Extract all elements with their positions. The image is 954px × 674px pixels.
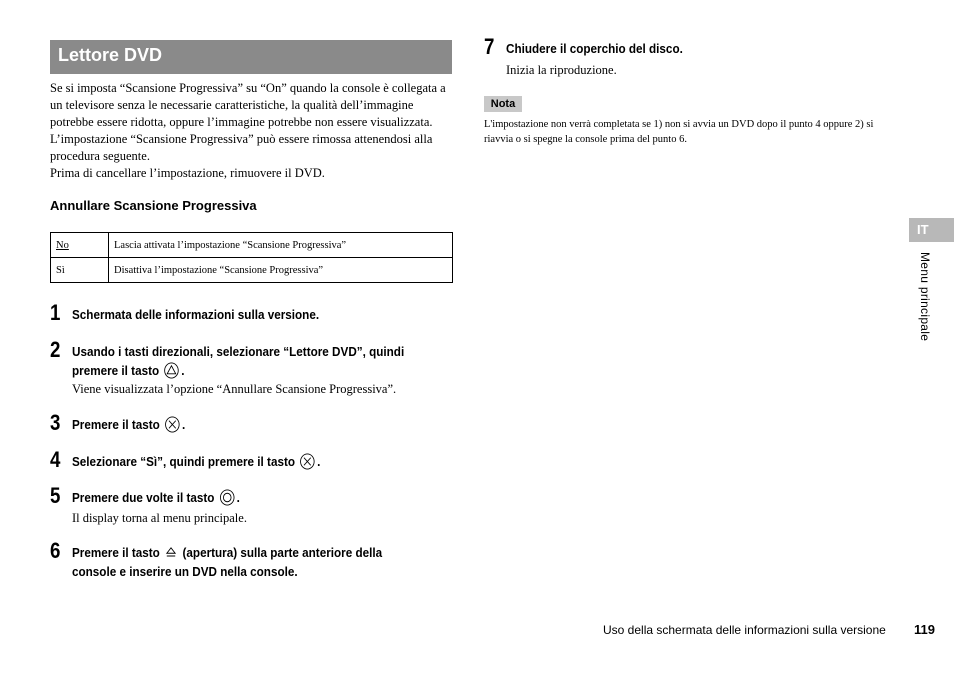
side-section-label: Menu principale bbox=[918, 252, 932, 342]
step-subtext: Il display torna al menu principale. bbox=[72, 511, 247, 525]
eject-icon bbox=[165, 544, 178, 561]
cross-button-icon bbox=[300, 453, 315, 470]
option-desc: Disattiva l’impostazione “Scansione Progressiva” bbox=[109, 258, 453, 283]
footer-text: Uso della schermata delle informazioni sulla versione bbox=[603, 623, 886, 637]
option-key: No bbox=[51, 233, 109, 258]
intro-paragraph: Se si imposta “Scansione Progressiva” su “On” quando la console è collegata a un televisore senza le necessarie caratteristiche, la qualità dell’immagine potrebbe essere ridotta, oppure l’immagine potrebbe non essere visualizzata. L’impostazione “Scansione Progressiva” può essere rimossa attenendosi alla procedura seguente. bbox=[50, 81, 446, 163]
intro-text bbox=[50, 80, 455, 182]
step-text: Selezionare “Sì”, quindi premere il tasto . bbox=[72, 454, 321, 469]
triangle-button-icon bbox=[164, 362, 179, 379]
step-number: 4 bbox=[50, 447, 61, 472]
section-header bbox=[50, 40, 452, 74]
table-row bbox=[51, 258, 453, 283]
step-number: 3 bbox=[50, 410, 61, 435]
circle-button-icon bbox=[219, 489, 234, 506]
subheading: Annullare Scansione Progressiva bbox=[50, 198, 257, 213]
step-subtext: Inizia la riproduzione. bbox=[506, 63, 617, 77]
step-text: Premere il tasto (apertura) sulla parte anteriore della console e inserire un DVD nella console. bbox=[72, 545, 383, 579]
page-number: 119 bbox=[914, 622, 935, 637]
options-table bbox=[50, 232, 453, 283]
option-desc: Lascia attivata l’impostazione “Scansione Progressiva” bbox=[109, 233, 453, 258]
step-text: Premere due volte il tasto . bbox=[72, 490, 240, 505]
step-number: 6 bbox=[50, 538, 61, 563]
cross-button-icon bbox=[165, 416, 180, 433]
step-number: 5 bbox=[50, 483, 61, 508]
step-text: Chiudere il coperchio del disco. bbox=[506, 41, 683, 56]
note-label: Nota bbox=[484, 96, 522, 112]
step-text: Premere il tasto . bbox=[72, 417, 186, 432]
step-subtext: Viene visualizzata l’opzione “Annullare Scansione Progressiva”. bbox=[72, 382, 397, 396]
section-title: Lettore DVD bbox=[58, 45, 163, 65]
step-text: Usando i tasti direzionali, selezionare “Lettore DVD”, quindi premere il tasto . bbox=[72, 344, 405, 378]
intro-note: Prima di cancellare l’impostazione, rimuovere il DVD. bbox=[50, 166, 325, 180]
step-number: 2 bbox=[50, 337, 61, 362]
step-number: 7 bbox=[484, 34, 495, 59]
step-number: 1 bbox=[50, 300, 61, 325]
language-tab: IT bbox=[909, 218, 954, 242]
table-row bbox=[51, 233, 453, 258]
option-key: Sì bbox=[51, 258, 109, 283]
step-text: Schermata delle informazioni sulla versione. bbox=[72, 307, 320, 322]
note-text: L'impostazione non verrà completata se 1) non si avvia un DVD dopo il punto 4 oppure 2) si riavvia o si spegne la console prima del punto 6. bbox=[484, 119, 874, 145]
